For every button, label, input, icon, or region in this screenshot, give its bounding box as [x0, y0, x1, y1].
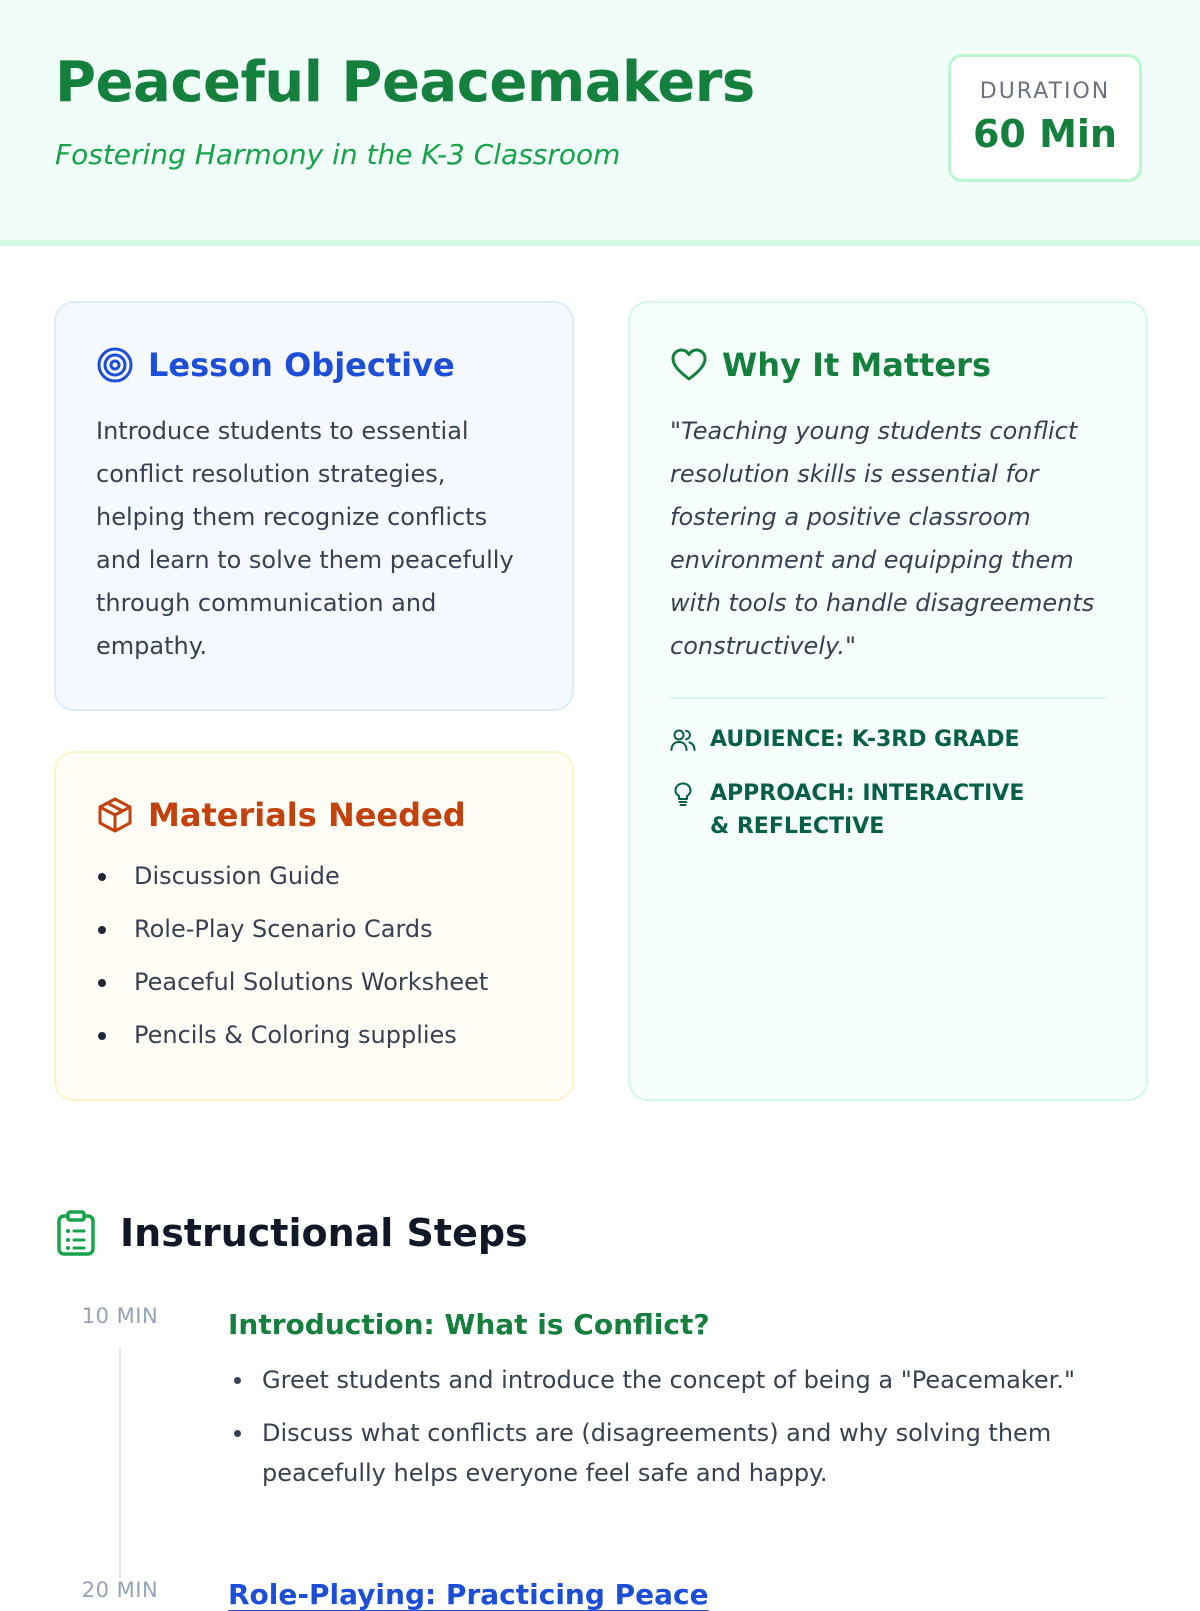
page-subtitle: Fostering Harmony in the K-3 Classroom	[55, 138, 621, 171]
list-item: Pencils & Coloring supplies	[96, 1016, 488, 1069]
lesson-objective-title: Lesson Objective	[148, 346, 455, 384]
audience-text: AUDIENCE: K-3RD GRADE	[710, 727, 1020, 752]
users-icon	[670, 727, 696, 753]
list-item: Peaceful Solutions Worksheet	[96, 963, 488, 1016]
list-item: Role-Play Scenario Cards	[96, 910, 488, 963]
step-title: Introduction: What is Conflict?	[228, 1308, 710, 1341]
materials-card	[54, 751, 574, 1101]
target-icon	[96, 346, 134, 384]
lesson-objective-card	[54, 301, 574, 711]
why-it-matters-title: Why It Matters	[722, 346, 991, 384]
materials-header	[96, 793, 466, 837]
list-item: Discussion Guide	[96, 857, 488, 910]
approach-text: APPROACH: INTERACTIVE & REFLECTIVE	[710, 781, 1025, 839]
list-item: Discuss what conflicts are (disagreements) and why solving them peacefully helps everyone feel safe and happy.	[230, 1413, 1080, 1493]
lesson-objective-header	[96, 343, 455, 387]
audience-meta	[670, 723, 1019, 756]
step-title-link[interactable]: Role-Playing: Practicing Peace	[228, 1578, 709, 1611]
step-points-list	[230, 1360, 1080, 1506]
duration-badge	[948, 54, 1142, 182]
materials-list	[96, 857, 488, 1069]
divider	[670, 697, 1106, 699]
step-duration: 10 MIN	[81, 1304, 159, 1328]
why-it-matters-quote: "Teaching young students conflict resolution skills is essential for fostering a positive classroom environment and equipping them with tools to handle disagreements constructively."	[670, 417, 1095, 660]
heart-icon	[670, 346, 708, 384]
clipboard-list-icon	[56, 1210, 96, 1256]
approach-meta	[670, 777, 1050, 843]
step-duration: 20 MIN	[60, 1578, 180, 1602]
page-title: Peaceful Peacemakers	[55, 50, 755, 115]
package-icon	[96, 796, 134, 834]
duration-label: DURATION	[979, 79, 1111, 104]
timeline-line	[119, 1348, 121, 1588]
materials-title: Materials Needed	[148, 796, 466, 834]
why-it-matters-card	[628, 301, 1148, 1101]
instructional-steps-title: Instructional Steps	[120, 1211, 528, 1255]
why-it-matters-header	[670, 343, 991, 387]
list-item: Greet students and introduce the concept of being a "Peacemaker."	[230, 1360, 1080, 1400]
duration-value: 60 Min	[972, 112, 1117, 156]
instructional-steps-header	[56, 1210, 528, 1256]
lesson-header	[0, 0, 1200, 246]
lesson-objective-text: Introduce students to essential conflict resolution strategies, helping them recognize conflicts and learn to solve them peacefully through communication and empathy.	[96, 417, 514, 660]
lightbulb-icon	[670, 781, 696, 807]
